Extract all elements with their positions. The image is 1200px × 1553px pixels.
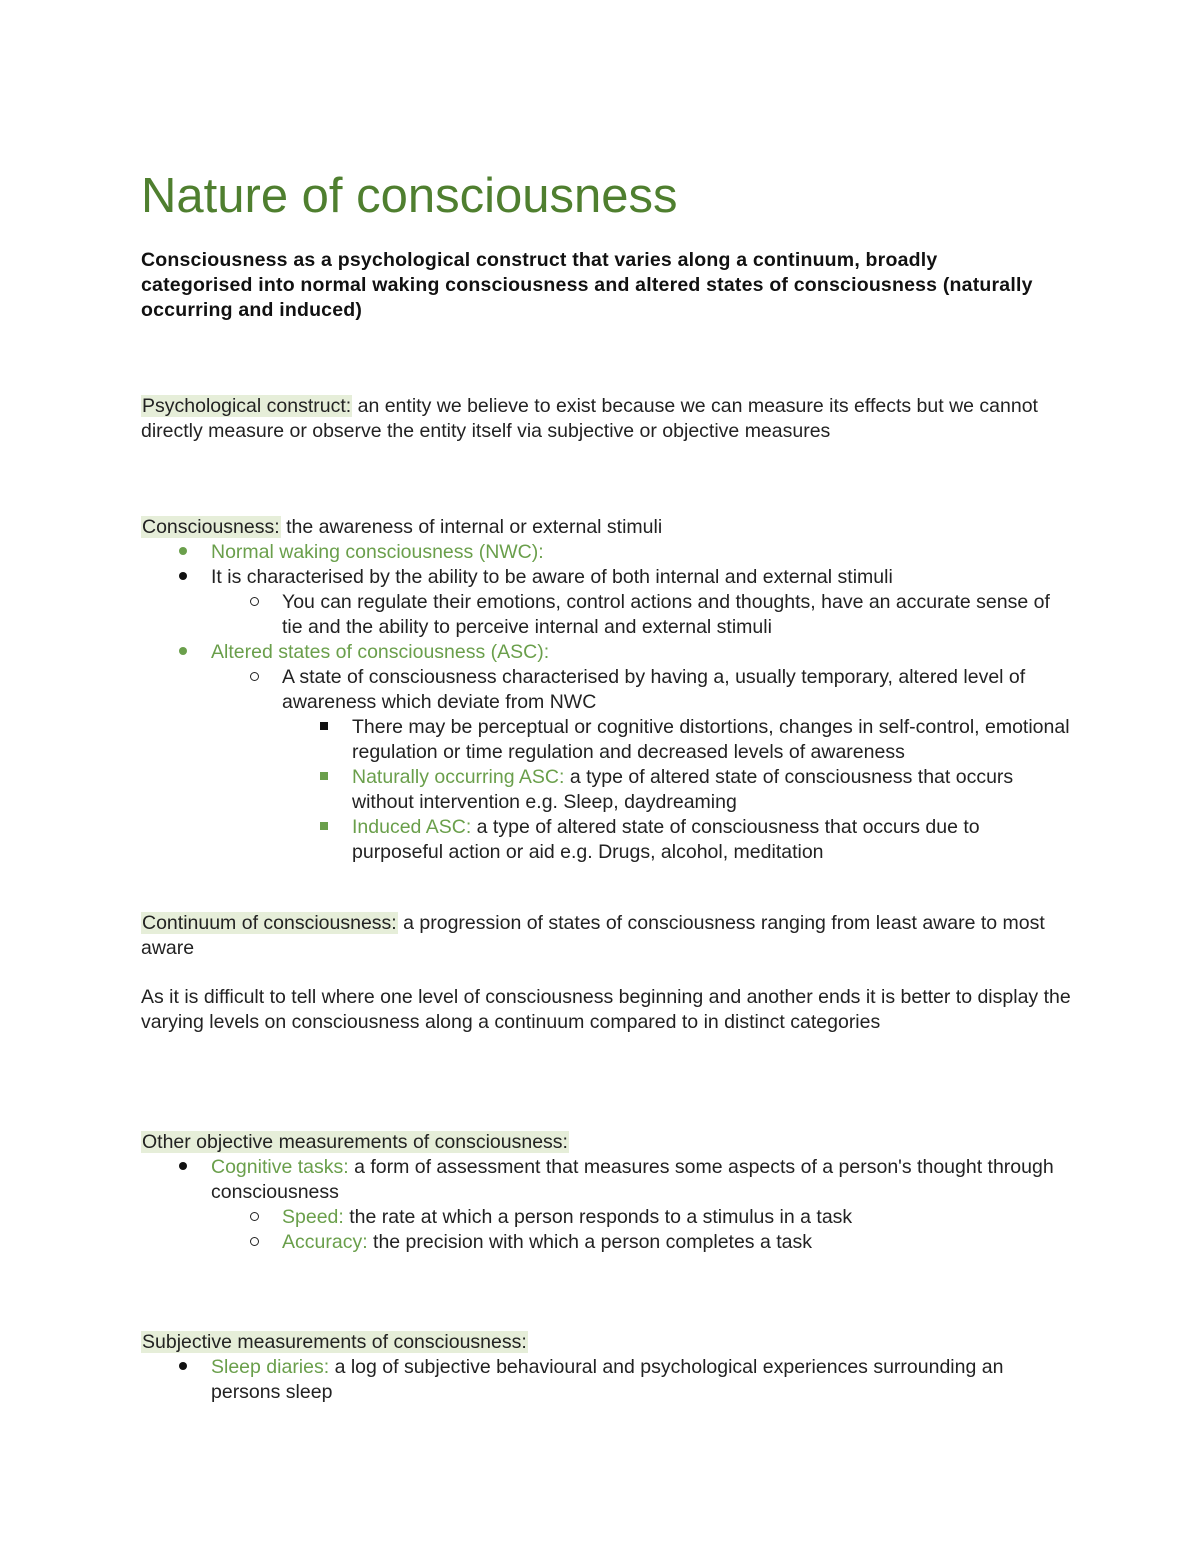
sleep-diaries-term: Sleep diaries:	[211, 1356, 330, 1378]
list-item	[141, 640, 1071, 665]
list-item	[141, 1155, 1071, 1205]
bullet-icon	[173, 565, 193, 590]
natural-asc-text: a type of altered state of consciousness that occurs without intervention e.g. Sleep, daydreaming	[352, 766, 1014, 813]
nwc-detail: You can regulate their emotions, control actions and thoughts, have an accurate sense of tie and the ability to perceive internal and external stimuli	[282, 591, 1050, 638]
induced-asc-text: a type of altered state of consciousness that occurs due to purposeful action or aid e.g. Drugs, alcohol, meditation	[352, 816, 980, 863]
speed-term: Speed:	[282, 1206, 344, 1228]
list-item	[141, 765, 1071, 815]
construct-term: Psychological construct:	[142, 395, 352, 417]
circle-bullet-icon	[244, 1230, 264, 1255]
square-bullet-icon	[314, 765, 334, 790]
list-item	[141, 1355, 1071, 1405]
circle-bullet-icon	[244, 590, 264, 615]
circle-bullet-icon	[244, 1205, 264, 1230]
continuum-paragraph: As it is difficult to tell where one level of consciousness beginning and another ends it is better to display the varying levels on consciousness along a continuum compared to in distinct categories	[141, 986, 1071, 1033]
list-item	[141, 1205, 1071, 1230]
bullet-icon	[173, 540, 193, 565]
list-item	[141, 590, 1071, 640]
circle-bullet-icon	[244, 665, 264, 690]
asc-description: A state of consciousness characterised by having a, usually temporary, altered level of awareness which deviate from NWC	[282, 666, 1026, 713]
list-item	[141, 565, 1071, 590]
consciousness-section	[141, 515, 1071, 865]
sleep-diaries-text: a log of subjective behavioural and psychological experiences surrounding an persons sleep	[211, 1356, 1004, 1403]
nwc-description: It is characterised by the ability to be aware of both internal and external stimuli	[211, 566, 893, 588]
accuracy-text: the precision with which a person completes a task	[367, 1231, 812, 1253]
bullet-icon	[173, 640, 193, 665]
list-item	[141, 540, 1071, 565]
objective-heading: Other objective measurements of consciousness:	[142, 1131, 568, 1153]
bullet-icon	[173, 1355, 193, 1380]
natural-asc-term: Naturally occurring ASC:	[352, 766, 565, 788]
objective-heading-row	[141, 1130, 1071, 1155]
bullet-icon	[173, 1155, 193, 1180]
construct-text: an entity we believe to exist because we can measure its effects but we cannot directly measure or observe the entity itself via subjective or objective measures	[141, 395, 1038, 442]
consciousness-definition	[141, 515, 1071, 540]
nwc-label: Normal waking consciousness (NWC):	[211, 541, 544, 563]
continuum-text: a progression of states of consciousness ranging from least aware to most aware	[141, 912, 1045, 959]
asc-label: Altered states of consciousness (ASC):	[211, 641, 550, 663]
square-bullet-icon	[314, 815, 334, 840]
objective-section	[141, 1130, 1071, 1255]
subjective-section	[141, 1330, 1071, 1405]
continuum-term: Continuum of consciousness:	[142, 912, 397, 934]
list-item	[141, 1230, 1071, 1255]
list-item	[141, 665, 1071, 715]
page-title: Nature of consciousness	[141, 169, 678, 223]
square-bullet-icon	[314, 715, 334, 740]
construct-definition	[141, 394, 1071, 444]
list-item	[141, 815, 1071, 865]
speed-text: the rate at which a person responds to a stimulus in a task	[343, 1206, 853, 1228]
subjective-heading-row	[141, 1330, 1071, 1355]
topic-summary: Consciousness as a psychological construct that varies along a continuum, broadly categorised into normal waking consciousness and altered states of consciousness (naturally occurring and induced)	[141, 249, 1033, 321]
consciousness-term: Consciousness:	[142, 516, 280, 538]
asc-detail: There may be perceptual or cognitive distortions, changes in self-control, emotional regulation or time regulation and decreased levels of awareness	[352, 716, 1070, 763]
continuum-definition	[141, 911, 1071, 961]
cognitive-tasks-text: a form of assessment that measures some aspects of a person's thought through consciousness	[211, 1156, 1054, 1203]
list-item	[141, 715, 1071, 765]
induced-asc-term: Induced ASC:	[352, 816, 472, 838]
accuracy-term: Accuracy:	[282, 1231, 368, 1253]
cognitive-tasks-term: Cognitive tasks:	[211, 1156, 349, 1178]
subjective-heading: Subjective measurements of consciousness:	[142, 1331, 527, 1353]
consciousness-text: the awareness of internal or external stimuli	[280, 516, 663, 538]
